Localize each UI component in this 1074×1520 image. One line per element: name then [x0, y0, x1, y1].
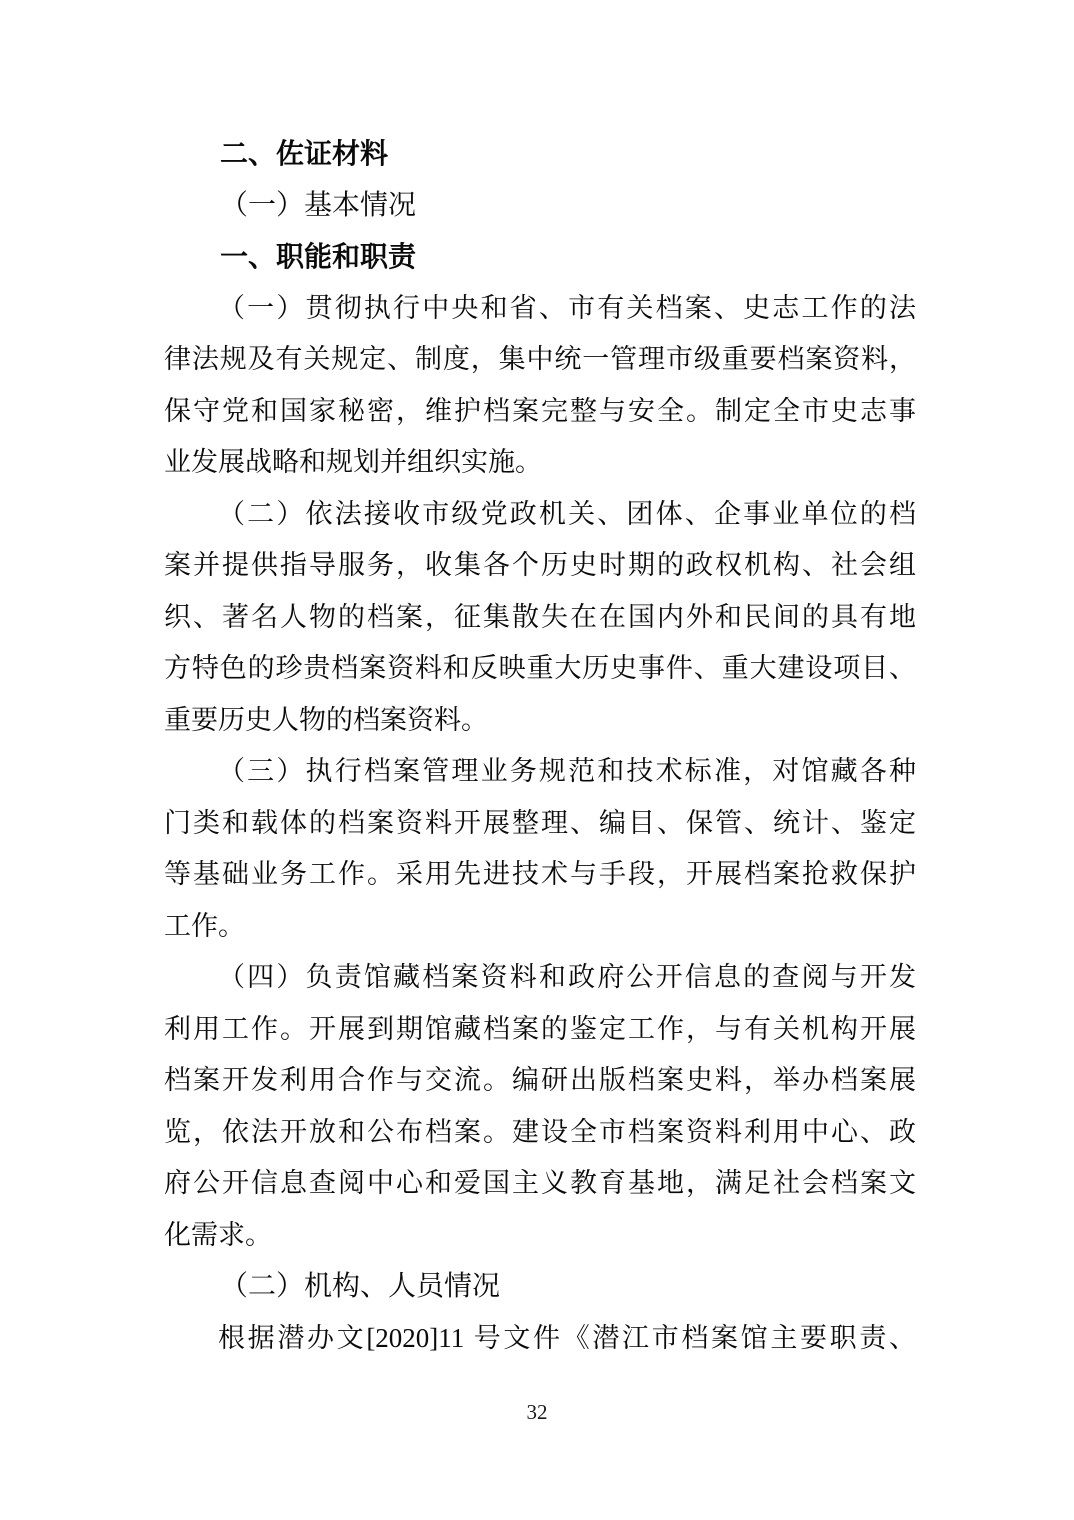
paragraph-4-line: 化需求。	[164, 1219, 272, 1250]
paragraph-4-line: 利用工作。开展到期馆藏档案的鉴定工作，与有关机构开展	[164, 1013, 916, 1044]
document-text-column	[164, 128, 916, 1364]
heading-basic-situation: （一）基本情况	[220, 189, 417, 221]
heading-evidence-materials: 二、佐证材料	[220, 138, 389, 169]
paragraph-3-line: （三）执行档案管理业务规范和技术标准，对馆藏各种	[218, 756, 916, 786]
paragraph-4-line: 府公开信息查阅中心和爱国主义教育基地，满足社会档案文	[164, 1168, 916, 1198]
paragraph-4-line: 档案开发利用合作与交流。编研出版档案史料，举办档案展	[164, 1065, 916, 1095]
paragraph-3-line: 等基础业务工作。采用先进技术与手段，开展档案抢救保护	[164, 859, 916, 889]
paragraph-5-line: 根据潜办文[2020]11 号文件《潜江市档案馆主要职责、	[218, 1322, 916, 1353]
paragraph-4-line: （四）负责馆藏档案资料和政府公开信息的查阅与开发	[218, 962, 916, 992]
heading-organization-personnel: （二）机构、人员情况	[220, 1271, 501, 1302]
paragraph-1-line: 律法规及有关规定、制度，集中统一管理市级重要档案资料，	[164, 344, 916, 374]
paragraph-1-line: （一）贯彻执行中央和省、市有关档案、史志工作的法	[218, 292, 916, 323]
heading-functions-and-duties: 一、职能和职责	[220, 241, 417, 272]
paragraph-2-line: 案并提供指导服务，收集各个历史时期的政权机构、社会组	[164, 550, 916, 580]
paragraph-1-line: 业发展战略和规划并组织实施。	[164, 447, 542, 477]
paragraph-2-line: （二）依法接收市级党政机关、团体、企事业单位的档	[218, 498, 916, 529]
paragraph-3-line: 门类和载体的档案资料开展整理、编目、保管、统计、鉴定	[164, 807, 916, 838]
paragraph-3-line: 工作。	[164, 910, 245, 941]
paragraph-2-line: 方特色的珍贵档案资料和反映重大历史事件、重大建设项目、	[164, 653, 916, 683]
page-number: 32	[526, 1400, 548, 1424]
paragraph-4-line: 览，依法开放和公布档案。建设全市档案资料利用中心、政	[164, 1116, 916, 1147]
paragraph-2-line: 重要历史人物的档案资料。	[164, 704, 488, 735]
paragraph-1-line: 保守党和国家秘密，维护档案完整与安全。制定全市史志事	[164, 395, 916, 426]
paragraph-2-line: 织、著名人物的档案，征集散失在在国内外和民间的具有地	[164, 601, 916, 632]
